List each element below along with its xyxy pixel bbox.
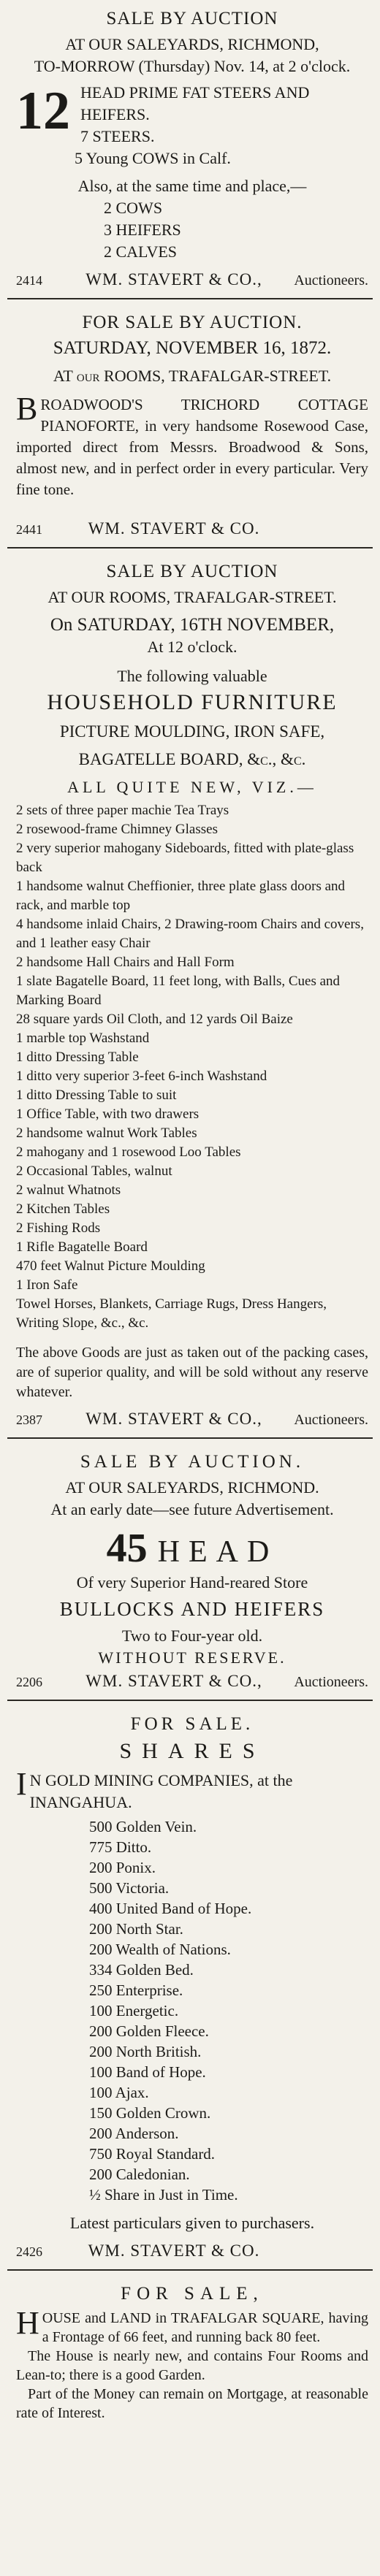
ad-date: At an early date—see future Advertisement. — [50, 1500, 334, 1518]
list-item: 400 United Band of Hope. — [89, 1900, 252, 1917]
lot-item: 2 CALVES — [104, 242, 178, 261]
ad-place: AT our ROOMS, TRAFALGAR-STREET. — [53, 367, 332, 385]
list-item: 200 Wealth of Nations. — [89, 1941, 231, 1958]
list-item: 2 sets of three paper machie Tea Trays — [16, 803, 229, 818]
lot-line: 7 STEERS. — [80, 127, 155, 145]
list-item: 1 Rifle Bagatelle Board — [16, 1239, 148, 1255]
ad-bullocks-auction — [0, 1439, 380, 1700]
list-item: 500 Golden Vein. — [89, 1818, 197, 1835]
ad-body-text: ROADWOOD'S TRICHORD COTTAGE PIANOFORTE, in very handsome Rosewood Case, imported direct from Messrs. Broadwood & Sons, almost new, and in perfect order in every particular. Very fine tone. — [16, 396, 368, 498]
list-item: 750 Royal Standard. — [89, 2145, 216, 2163]
ad-heading: SALE BY AUCTION — [106, 562, 278, 581]
list-item: 1 ditto Dressing Table — [16, 1050, 139, 1065]
all-new-line: ALL QUITE NEW, VIZ.— — [67, 778, 317, 796]
firm-name: WM. STAVERT & CO., — [86, 1672, 262, 1690]
list-item: 1 marble top Washstand — [16, 1031, 150, 1046]
ad-number: 2441 — [16, 522, 42, 537]
ad-note: The above Goods are just as taken out of the packing cases, are of superior quality, and will be sold without any reserve whatever. — [16, 1345, 368, 1400]
list-item: 334 Golden Bed. — [89, 1961, 194, 1979]
ad-shares-sale — [0, 1701, 380, 2269]
lot-number: 12 — [16, 81, 70, 141]
ad-reserve: WITHOUT RESERVE. — [98, 1648, 286, 1667]
ad-note: Latest particulars given to purchasers. — [69, 2214, 315, 2232]
list-item: 2 Fishing Rods — [16, 1220, 101, 1236]
role-label: Auctioneers. — [294, 1674, 368, 1690]
ad-heading: FOR SALE BY AUCTION. — [82, 313, 303, 332]
list-item: 2 mahogany and 1 rosewood Loo Tables — [16, 1144, 241, 1160]
lot-line: HEAD PRIME FAT STEERS AND — [80, 83, 310, 102]
lot-block — [16, 82, 368, 169]
ad-subtitle: PICTURE MOULDING, IRON SAFE, — [59, 722, 325, 741]
dropcap: I — [16, 1766, 27, 1802]
head-count-line — [16, 1525, 368, 1572]
list-item: 200 North Star. — [89, 1920, 183, 1938]
lot-item: 3 HEIFERS — [104, 221, 181, 239]
list-item: 200 Ponix. — [89, 1859, 156, 1876]
ad-footer — [16, 2241, 368, 2260]
ad-body-text: The House is nearly new, and contains Four Rooms and Lean-to; there is a good Garden. — [16, 2348, 368, 2383]
list-item: 200 Anderson. — [89, 2125, 179, 2142]
lot-item: 2 COWS — [104, 199, 163, 217]
list-item: 100 Ajax. — [89, 2084, 149, 2101]
list-item: 200 Golden Fleece. — [89, 2022, 209, 2040]
list-item: 2 Kitchen Tables — [16, 1201, 110, 1217]
firm-name: WM. STAVERT & CO., — [86, 1410, 262, 1428]
ad-intro: The following valuable — [117, 667, 267, 685]
ad-heading: SALE BY AUCTION. — [80, 1452, 305, 1472]
list-item: 250 Enterprise. — [89, 1981, 183, 1999]
ad-date: On SATURDAY, 16TH NOVEMBER, — [50, 615, 335, 635]
list-item: 100 Energetic. — [89, 2002, 179, 2019]
ad-date: SATURDAY, NOVEMBER 16, 1872. — [53, 338, 332, 358]
ad-footer — [16, 270, 368, 289]
ad-heading: SALE BY AUCTION — [106, 9, 278, 28]
ad-place: AT OUR SALEYARDS, RICHMOND. — [65, 1478, 319, 1497]
ad-furniture-auction — [0, 549, 380, 1437]
head-label: HEAD — [157, 1535, 278, 1569]
list-item: 150 Golden Crown. — [89, 2104, 211, 2122]
ad-desc: Of very Superior Hand-reared Store — [76, 1573, 308, 1591]
ad-body-text: Part of the Money can remain on Mortgage, at reasonable rate of Interest. — [16, 2386, 368, 2421]
also-line: Also, at the same time and place,— — [77, 177, 307, 195]
ad-intro-text: N GOLD MINING COMPANIES, at the INANGAHUA. — [29, 1771, 293, 1811]
list-item: 1 ditto very superior 3-feet 6-inch Washstand — [16, 1069, 267, 1084]
dropcap: H — [16, 2305, 39, 2341]
list-item: 100 Band of Hope. — [89, 2063, 206, 2081]
ad-heading: FOR SALE, — [121, 2284, 264, 2304]
list-item: 1 handsome walnut Cheffionier, three plate glass doors and rack, and marble top — [16, 879, 346, 913]
ad-footer — [16, 1672, 368, 1691]
ad-pianoforte — [0, 299, 380, 547]
ad-title: HOUSEHOLD FURNITURE — [47, 690, 338, 714]
list-item: 1 Office Table, with two drawers — [16, 1107, 200, 1122]
ad-age: Two to Four-year old. — [121, 1627, 263, 1645]
list-item: 2 handsome Hall Chairs and Hall Form — [16, 955, 235, 970]
list-item: 1 Iron Safe — [16, 1277, 78, 1293]
list-item: Towel Horses, Blankets, Carriage Rugs, Dress Hangers, Writing Slope, &c., &c. — [16, 1296, 327, 1331]
list-item: 4 handsome inlaid Chairs, 2 Drawing-room Chairs and covers, and 1 leather easy Chair — [16, 917, 364, 951]
item-list — [16, 801, 368, 1333]
ad-title: BULLOCKS AND HEIFERS — [59, 1598, 325, 1620]
ad-intro — [16, 1766, 368, 1813]
list-item: 2 rosewood-frame Chimney Glasses — [16, 822, 218, 837]
list-item: 2 very superior mahogany Sideboards, fitted with plate-glass back — [16, 841, 354, 875]
list-item: 2 handsome walnut Work Tables — [16, 1125, 197, 1141]
list-item: 500 Victoria. — [89, 1879, 170, 1897]
role-label: Auctioneers. — [294, 272, 368, 288]
list-item: 1 ditto Dressing Table to suit — [16, 1088, 177, 1103]
ad-title: SHARES — [119, 1739, 265, 1763]
ad-time: At 12 o'clock. — [147, 638, 238, 656]
ad-cattle-auction — [0, 0, 380, 298]
ad-body — [16, 2305, 368, 2347]
list-item: 775 Ditto. — [89, 1838, 152, 1856]
list-item: 200 North British. — [89, 2043, 202, 2060]
list-item: 28 square yards Oil Cloth, and 12 yards Oil Baize — [16, 1012, 293, 1027]
list-item: 470 feet Walnut Picture Moulding — [16, 1258, 205, 1274]
ad-subtitle: BAGATELLE BOARD, &c., &c. — [78, 750, 306, 768]
ad-number: 2414 — [16, 273, 42, 288]
list-item: 1 slate Bagatelle Board, 11 feet long, with Balls, Cues and Marking Board — [16, 974, 341, 1008]
firm-name: WM. STAVERT & CO. — [88, 2241, 260, 2260]
ad-body-text: OUSE and LAND in TRAFALGAR SQUARE, having a Frontage of 66 feet, and running back 80 feet. — [42, 2310, 368, 2345]
firm-name: WM. STAVERT & CO., — [86, 270, 262, 288]
ad-place: AT OUR SALEYARDS, RICHMOND, — [65, 35, 319, 53]
ad-house-sale — [0, 2271, 380, 2426]
ad-number: 2387 — [16, 1413, 42, 1427]
dropcap: B — [16, 391, 38, 427]
ad-footer — [16, 519, 368, 538]
list-item: 200 Caledonian. — [89, 2166, 190, 2183]
ad-footer — [16, 1410, 368, 1429]
ad-number: 2206 — [16, 1675, 42, 1689]
ad-heading: FOR SALE. — [130, 1714, 254, 1734]
list-item: 2 Occasional Tables, walnut — [16, 1163, 172, 1179]
role-label: Auctioneers. — [294, 1412, 368, 1428]
firm-name: WM. STAVERT & CO. — [88, 519, 260, 538]
ad-place: AT OUR ROOMS, TRAFALGAR-STREET. — [48, 588, 337, 606]
ad-number: 2426 — [16, 2244, 42, 2259]
list-item: ½ Share in Just in Time. — [89, 2186, 238, 2204]
shares-list — [89, 1816, 368, 2205]
head-count: 45 — [106, 1526, 148, 1571]
lot-line: HEIFERS. — [80, 105, 150, 123]
list-item: 2 walnut Whatnots — [16, 1182, 121, 1198]
ad-time: TO-MORROW (Thursday) Nov. 14, at 2 o'clock. — [34, 57, 351, 75]
ad-body — [16, 391, 368, 500]
lot-line: 5 Young COWS in Calf. — [75, 149, 231, 167]
